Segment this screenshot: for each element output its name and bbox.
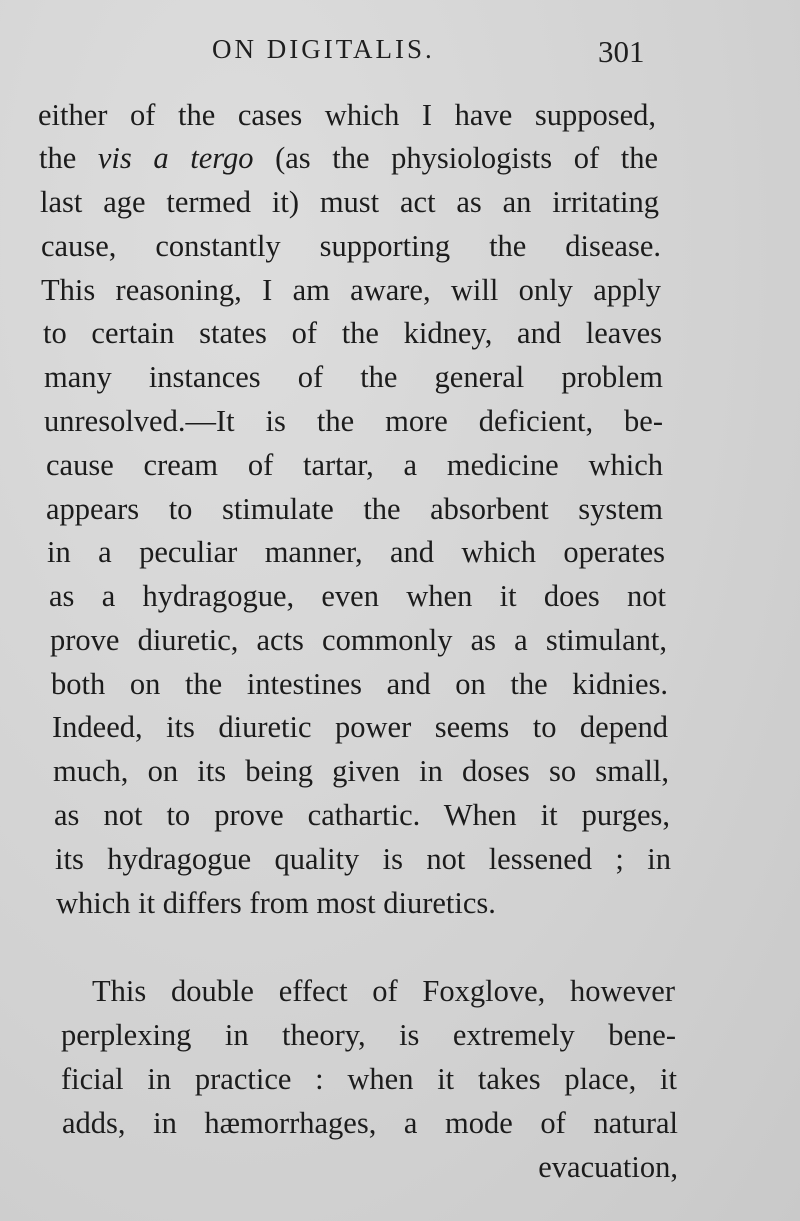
text-line: This reasoning, I am aware, will only apply — [41, 273, 661, 307]
text-line: appears to stimulate the absorbent system — [46, 492, 663, 526]
text-line: as a hydragogue, even when it does not — [49, 579, 666, 613]
text-line: cause cream of tartar, a medicine which — [46, 448, 663, 482]
text-line: in a peculiar manner, and which operates — [47, 535, 665, 569]
text-line: unresolved.—It is the more deficient, be- — [44, 404, 663, 438]
catchword: evacuation, — [538, 1150, 678, 1184]
text-line: This double effect of Foxglove, however — [92, 974, 675, 1008]
text-line: much, on its being given in doses so small, — [53, 754, 669, 788]
text-line: last age termed it) must act as an irritating — [40, 185, 659, 219]
text-line: many instances of the general problem — [44, 360, 663, 394]
text-line: ficial in practice : when it takes place, it — [61, 1062, 677, 1096]
text-fragment: (as the physiologists of the — [275, 141, 658, 175]
page-number: 301 — [598, 34, 645, 69]
text-line: to certain states of the kidney, and leaves — [43, 316, 662, 350]
text-line: which it differs from most diuretics. — [56, 886, 496, 920]
text-line: both on the intestines and on the kidnies. — [51, 667, 668, 701]
text-line: perplexing in theory, is extremely bene- — [61, 1018, 676, 1052]
text-line: adds, in hæmorrhages, a mode of natural — [62, 1106, 678, 1140]
text-line: its hydragogue quality is not lessened ; in — [55, 842, 671, 876]
text-line: either of the cases which I have supposed, — [38, 98, 656, 132]
italic-phrase: vis a tergo — [97, 141, 254, 175]
text-line: cause, constantly supporting the disease. — [41, 229, 661, 263]
running-title: ON DIGITALIS. — [212, 34, 435, 64]
text-line — [39, 143, 658, 174]
text-line: Indeed, its diuretic power seems to depend — [52, 710, 668, 744]
text-line: as not to prove cathartic. When it purges, — [54, 798, 670, 832]
text-fragment: the — [39, 141, 77, 175]
text-line: prove diuretic, acts commonly as a stimulant, — [50, 623, 667, 657]
